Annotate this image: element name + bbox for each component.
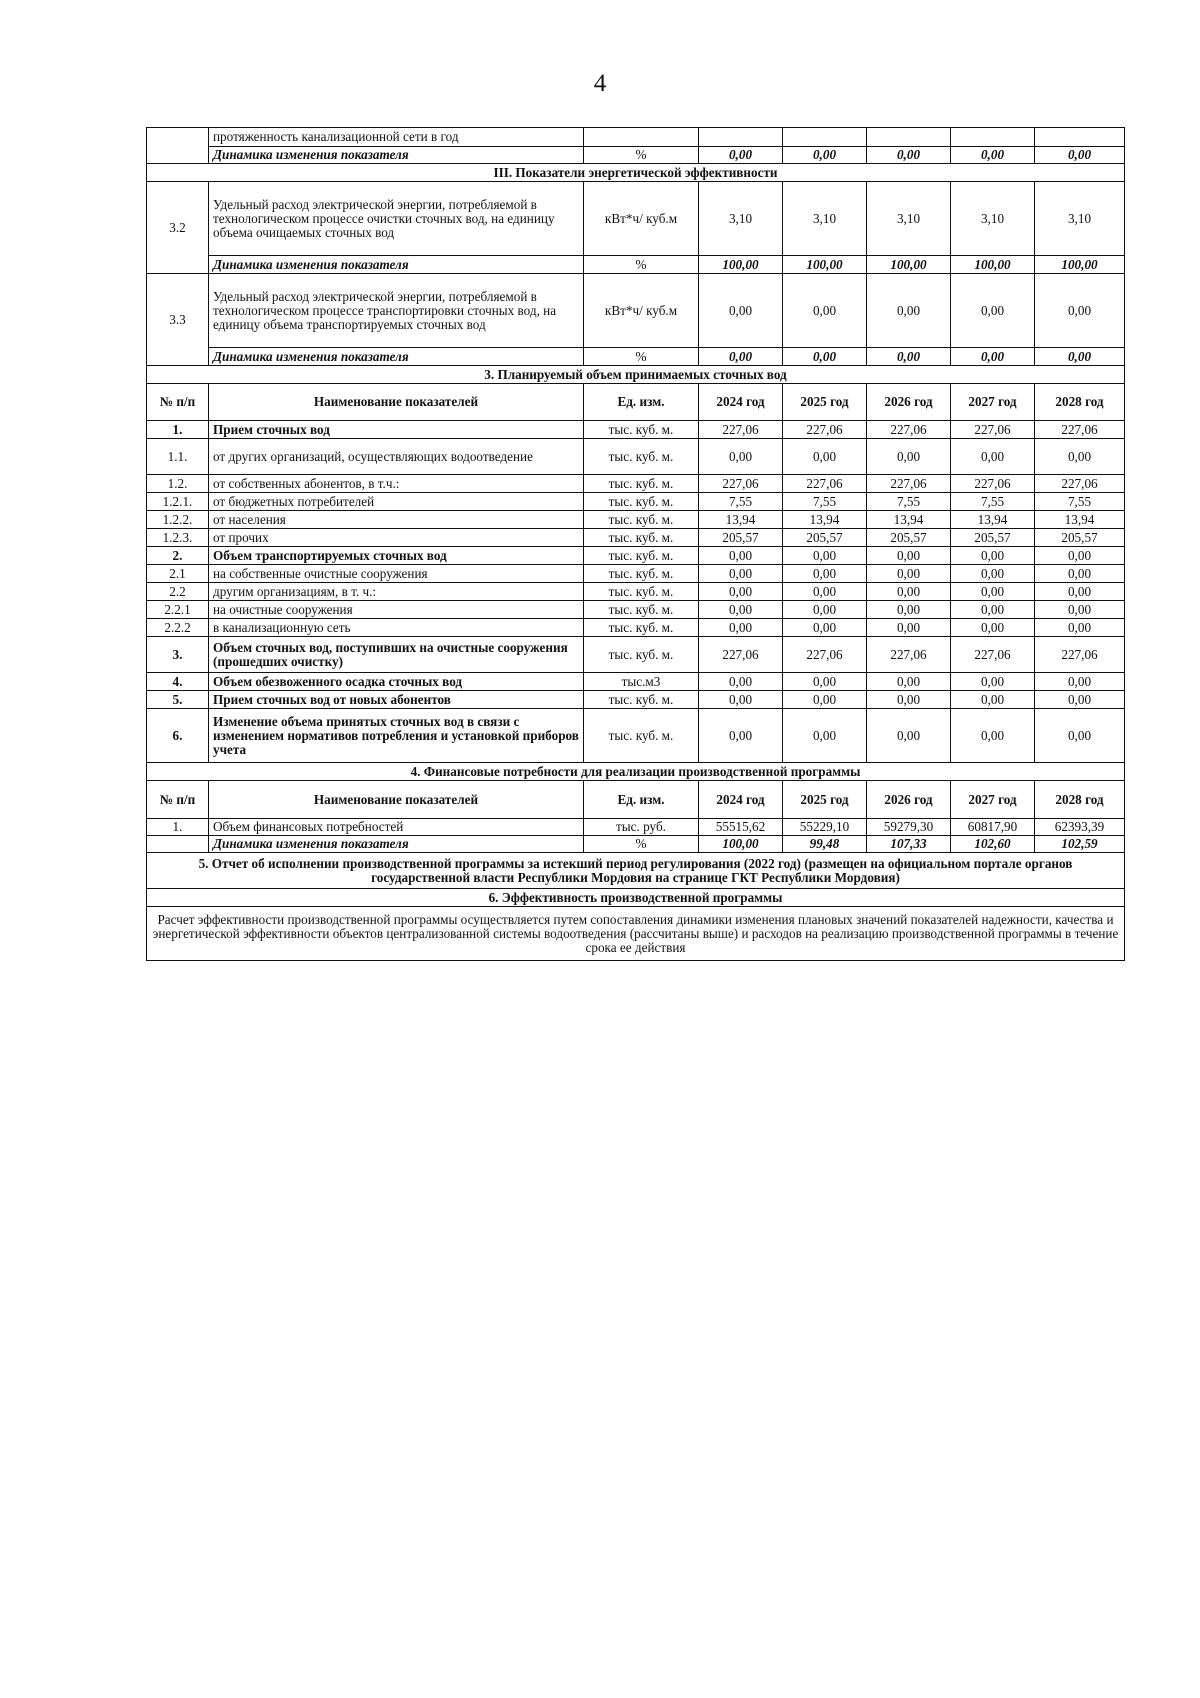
table-row xyxy=(147,583,1125,601)
unit: кВт*ч/ куб.м xyxy=(584,274,699,348)
value-cell: 205,57 xyxy=(867,529,951,547)
value-cell: 0,00 xyxy=(951,619,1035,637)
value-cell: 205,57 xyxy=(783,529,867,547)
page-number: 4 xyxy=(593,70,607,97)
value-cell: 7,55 xyxy=(867,493,951,511)
value-cell: 3,10 xyxy=(699,182,783,256)
value-cell: 0,00 xyxy=(783,274,867,348)
col-year-header: 2028 год xyxy=(1035,384,1125,421)
unit: тыс. куб. м. xyxy=(584,691,699,709)
value-cell: 7,55 xyxy=(699,493,783,511)
unit: тыс. куб. м. xyxy=(584,709,699,763)
row-label: Объем транспортируемых сточных вод xyxy=(209,547,584,565)
value-cell: 0,00 xyxy=(1035,691,1125,709)
row-label: в канализационную сеть xyxy=(209,619,584,637)
value-cell: 0,00 xyxy=(1035,547,1125,565)
section-row xyxy=(147,366,1125,384)
unit: тыс. куб. м. xyxy=(584,493,699,511)
section-row xyxy=(147,853,1125,889)
value-cell: 227,06 xyxy=(1035,475,1125,493)
col-year-header: 2026 год xyxy=(867,384,951,421)
value-cell: 0,00 xyxy=(867,439,951,475)
unit: тыс. куб. м. xyxy=(584,439,699,475)
value-cell: 0,00 xyxy=(951,147,1035,164)
value-cell: 0,00 xyxy=(699,619,783,637)
table-row xyxy=(147,147,1125,164)
unit: тыс. куб. м. xyxy=(584,475,699,493)
value-cell: 0,00 xyxy=(699,147,783,164)
value-cell: 100,00 xyxy=(1035,256,1125,274)
table-row xyxy=(147,565,1125,583)
value-cell: 100,00 xyxy=(783,256,867,274)
table-row xyxy=(147,182,1125,256)
value-cell: 0,00 xyxy=(867,547,951,565)
value-cell: 205,57 xyxy=(699,529,783,547)
section-title: 3. Планируемый объем принимаемых сточных вод xyxy=(147,366,1125,384)
value-cell: 99,48 xyxy=(783,836,867,853)
table-row xyxy=(147,709,1125,763)
table-row xyxy=(147,348,1125,366)
value-cell: 0,00 xyxy=(783,619,867,637)
value-cell: 0,00 xyxy=(1035,619,1125,637)
row-number: 1. xyxy=(147,421,209,439)
table-row xyxy=(147,529,1125,547)
value-cell: 100,00 xyxy=(699,836,783,853)
value-cell: 0,00 xyxy=(1035,439,1125,475)
value-cell: 3,10 xyxy=(783,182,867,256)
table-row xyxy=(147,691,1125,709)
col-year-header: 2026 год xyxy=(867,781,951,819)
col-year-header: 2024 год xyxy=(699,384,783,421)
value-cell: 0,00 xyxy=(1035,348,1125,366)
row-number: 3. xyxy=(147,637,209,673)
value-cell: 0,00 xyxy=(699,348,783,366)
value-cell: 3,10 xyxy=(951,182,1035,256)
unit: тыс. куб. м. xyxy=(584,565,699,583)
unit: % xyxy=(584,256,699,274)
value-cell: 0,00 xyxy=(699,691,783,709)
value-cell: 7,55 xyxy=(951,493,1035,511)
value-cell: 0,00 xyxy=(1035,583,1125,601)
value-cell: 227,06 xyxy=(699,421,783,439)
col-num-header: № п/п xyxy=(147,384,209,421)
unit: тыс. куб. м. xyxy=(584,637,699,673)
row-label: Объем финансовых потребностей xyxy=(209,819,584,836)
row-number: 2.1 xyxy=(147,565,209,583)
dynamics-label: Динамика изменения показателя xyxy=(209,348,584,366)
row-number: 2.2.2 xyxy=(147,619,209,637)
row-number: 5. xyxy=(147,691,209,709)
dynamics-label: Динамика изменения показателя xyxy=(209,256,584,274)
value-cell: 0,00 xyxy=(867,274,951,348)
value-cell: 0,00 xyxy=(951,673,1035,691)
unit: тыс. куб. м. xyxy=(584,601,699,619)
table-row xyxy=(147,619,1125,637)
col-year-header: 2024 год xyxy=(699,781,783,819)
row-number: 1.2. xyxy=(147,475,209,493)
row-label: от населения xyxy=(209,511,584,529)
table-row xyxy=(147,836,1125,853)
value-cell: 227,06 xyxy=(783,421,867,439)
row-label: от бюджетных потребителей xyxy=(209,493,584,511)
value-cell: 0,00 xyxy=(951,601,1035,619)
row-number: 4. xyxy=(147,673,209,691)
row-label: Объем обезвоженного осадка сточных вод xyxy=(209,673,584,691)
value-cell: 0,00 xyxy=(783,439,867,475)
table-row xyxy=(147,256,1125,274)
value-cell: 0,00 xyxy=(867,565,951,583)
row-number: 6. xyxy=(147,709,209,763)
table-row xyxy=(147,511,1125,529)
table-row xyxy=(147,475,1125,493)
col-year-header: 2025 год xyxy=(783,384,867,421)
value-cell: 107,33 xyxy=(867,836,951,853)
unit: тыс. куб. м. xyxy=(584,583,699,601)
value-cell: 227,06 xyxy=(783,475,867,493)
col-year-header: 2027 год xyxy=(951,384,1035,421)
value-cell: 205,57 xyxy=(1035,529,1125,547)
value-cell: 102,60 xyxy=(951,836,1035,853)
section-title: III. Показатели энергетической эффективности xyxy=(147,164,1125,182)
value-cell: 60817,90 xyxy=(951,819,1035,836)
value-cell: 0,00 xyxy=(951,565,1035,583)
table-row xyxy=(147,637,1125,673)
value-cell: 0,00 xyxy=(867,583,951,601)
value-cell: 62393,39 xyxy=(1035,819,1125,836)
value-cell: 0,00 xyxy=(1035,601,1125,619)
value-cell: 227,06 xyxy=(699,475,783,493)
col-year-header: 2027 год xyxy=(951,781,1035,819)
value-cell: 0,00 xyxy=(867,619,951,637)
col-num-header: № п/п xyxy=(147,781,209,819)
value-cell: 0,00 xyxy=(1035,709,1125,763)
col-year-header: 2028 год xyxy=(1035,781,1125,819)
value-cell: 100,00 xyxy=(951,256,1035,274)
value-cell: 13,94 xyxy=(699,511,783,529)
value-cell: 102,59 xyxy=(1035,836,1125,853)
table-row xyxy=(147,601,1125,619)
section-text: Расчет эффективности производственной программы осуществляется путем сопоставления динамики изменения плановых значений показателей надежности, качества и энергетической эффективности объектов централизованной системы водоотведения (рассчитаны выше) и расходов на реализацию производственной программы в течение срока ее действия xyxy=(147,907,1125,961)
row-number: 1.2.1. xyxy=(147,493,209,511)
row-label: от других организаций, осуществляющих водоотведение xyxy=(209,439,584,475)
value-cell: 227,06 xyxy=(951,475,1035,493)
value-cell: 0,00 xyxy=(783,565,867,583)
value-cell: 0,00 xyxy=(699,709,783,763)
value-cell: 0,00 xyxy=(867,673,951,691)
value-cell: 0,00 xyxy=(783,709,867,763)
unit: % xyxy=(584,147,699,164)
value-cell: 0,00 xyxy=(867,348,951,366)
row-label: на очистные сооружения xyxy=(209,601,584,619)
unit: тыс. куб. м. xyxy=(584,529,699,547)
col-name-header: Наименование показателей xyxy=(209,384,584,421)
row-label: другим организациям, в т. ч.: xyxy=(209,583,584,601)
value-cell: 0,00 xyxy=(783,673,867,691)
value-cell: 0,00 xyxy=(699,565,783,583)
row-number: 3.3 xyxy=(147,274,209,366)
row-label: от прочих xyxy=(209,529,584,547)
value-cell: 0,00 xyxy=(783,547,867,565)
value-cell: 13,94 xyxy=(783,511,867,529)
table-row xyxy=(147,128,1125,147)
table-row xyxy=(147,421,1125,439)
unit: тыс. куб. м. xyxy=(584,619,699,637)
value-cell: 0,00 xyxy=(783,601,867,619)
unit: тыс. куб. м. xyxy=(584,511,699,529)
value-cell: 59279,30 xyxy=(867,819,951,836)
value-cell: 0,00 xyxy=(951,691,1035,709)
value-cell: 0,00 xyxy=(699,601,783,619)
value-cell: 0,00 xyxy=(951,274,1035,348)
value-cell: 7,55 xyxy=(783,493,867,511)
value-cell: 0,00 xyxy=(951,709,1035,763)
value-cell: 227,06 xyxy=(867,421,951,439)
value-cell: 13,94 xyxy=(951,511,1035,529)
section-row xyxy=(147,889,1125,907)
value-cell: 0,00 xyxy=(951,439,1035,475)
value-cell: 13,94 xyxy=(867,511,951,529)
value-cell: 0,00 xyxy=(699,547,783,565)
value-cell: 0,00 xyxy=(783,147,867,164)
value-cell: 0,00 xyxy=(783,348,867,366)
value-cell: 227,06 xyxy=(699,637,783,673)
table-row xyxy=(147,439,1125,475)
table-row xyxy=(147,547,1125,565)
row-number: 2.2.1 xyxy=(147,601,209,619)
value-cell: 0,00 xyxy=(699,583,783,601)
value-cell: 100,00 xyxy=(699,256,783,274)
value-cell: 227,06 xyxy=(1035,637,1125,673)
unit: тыс.м3 xyxy=(584,673,699,691)
value-cell: 0,00 xyxy=(867,147,951,164)
header-row xyxy=(147,781,1125,819)
section-title: 4. Финансовые потребности для реализации производственной программы xyxy=(147,763,1125,781)
row-number: 3.2 xyxy=(147,182,209,274)
row-label: от собственных абонентов, в т.ч.: xyxy=(209,475,584,493)
value-cell: 227,06 xyxy=(951,421,1035,439)
value-cell: 0,00 xyxy=(951,583,1035,601)
unit: тыс. куб. м. xyxy=(584,547,699,565)
section-row xyxy=(147,763,1125,781)
row-label: Объем сточных вод, поступивших на очистные сооружения (прошедших очистку) xyxy=(209,637,584,673)
value-cell: 13,94 xyxy=(1035,511,1125,529)
header-row xyxy=(147,384,1125,421)
row-number: 1.2.3. xyxy=(147,529,209,547)
row-number: 1. xyxy=(147,819,209,836)
unit: кВт*ч/ куб.м xyxy=(584,182,699,256)
value-cell: 3,10 xyxy=(867,182,951,256)
text-row xyxy=(147,907,1125,961)
section-row xyxy=(147,164,1125,182)
value-cell: 0,00 xyxy=(1035,147,1125,164)
section-title: 6. Эффективность производственной программы xyxy=(147,889,1125,907)
value-cell: 0,00 xyxy=(699,439,783,475)
unit: % xyxy=(584,836,699,853)
value-cell: 100,00 xyxy=(867,256,951,274)
value-cell: 227,06 xyxy=(951,637,1035,673)
program-table xyxy=(146,127,1125,961)
value-cell: 3,10 xyxy=(1035,182,1125,256)
row-number: 1.2.2. xyxy=(147,511,209,529)
col-unit-header: Ед. изм. xyxy=(584,781,699,819)
unit: тыс. руб. xyxy=(584,819,699,836)
value-cell: 0,00 xyxy=(1035,565,1125,583)
value-cell: 0,00 xyxy=(867,691,951,709)
dynamics-label: Динамика изменения показателя xyxy=(209,836,584,853)
value-cell: 0,00 xyxy=(1035,274,1125,348)
table-row xyxy=(147,493,1125,511)
col-year-header: 2025 год xyxy=(783,781,867,819)
row-label: Прием сточных вод xyxy=(209,421,584,439)
unit: % xyxy=(584,348,699,366)
row-label: протяженность канализационной сети в год xyxy=(209,128,584,147)
row-label: Изменение объема принятых сточных вод в связи с изменением нормативов потребления и установкой приборов учета xyxy=(209,709,584,763)
table-row xyxy=(147,274,1125,348)
table-row xyxy=(147,819,1125,836)
value-cell: 7,55 xyxy=(1035,493,1125,511)
value-cell: 205,57 xyxy=(951,529,1035,547)
value-cell: 0,00 xyxy=(783,691,867,709)
value-cell: 227,06 xyxy=(867,475,951,493)
row-label: на собственные очистные сооружения xyxy=(209,565,584,583)
row-label: Прием сточных вод от новых абонентов xyxy=(209,691,584,709)
value-cell: 0,00 xyxy=(951,547,1035,565)
row-number: 2.2 xyxy=(147,583,209,601)
section-title: 5. Отчет об исполнении производственной программы за истекший период регулирования (2022 год) (размещен на официальном портале органов государственной власти Республики Мордовия на странице ГКТ Республики Мордовия) xyxy=(147,853,1125,889)
value-cell: 0,00 xyxy=(867,709,951,763)
value-cell: 0,00 xyxy=(867,601,951,619)
value-cell: 227,06 xyxy=(1035,421,1125,439)
value-cell: 0,00 xyxy=(699,274,783,348)
row-label: Удельный расход электрической энергии, потребляемой в технологическом процессе очистки сточных вод, на единицу объема очищаемых сточных вод xyxy=(209,182,584,256)
value-cell: 227,06 xyxy=(867,637,951,673)
value-cell: 227,06 xyxy=(783,637,867,673)
row-label: Удельный расход электрической энергии, потребляемой в технологическом процессе транспортировки сточных вод, на единицу объема транспортируемых сточных вод xyxy=(209,274,584,348)
dynamics-label: Динамика изменения показателя xyxy=(209,147,584,164)
value-cell: 0,00 xyxy=(1035,673,1125,691)
table-row xyxy=(147,673,1125,691)
value-cell: 55229,10 xyxy=(783,819,867,836)
value-cell: 55515,62 xyxy=(699,819,783,836)
value-cell: 0,00 xyxy=(951,348,1035,366)
row-number: 2. xyxy=(147,547,209,565)
unit: тыс. куб. м. xyxy=(584,421,699,439)
value-cell: 0,00 xyxy=(783,583,867,601)
col-name-header: Наименование показателей xyxy=(209,781,584,819)
value-cell: 0,00 xyxy=(699,673,783,691)
col-unit-header: Ед. изм. xyxy=(584,384,699,421)
row-number: 1.1. xyxy=(147,439,209,475)
